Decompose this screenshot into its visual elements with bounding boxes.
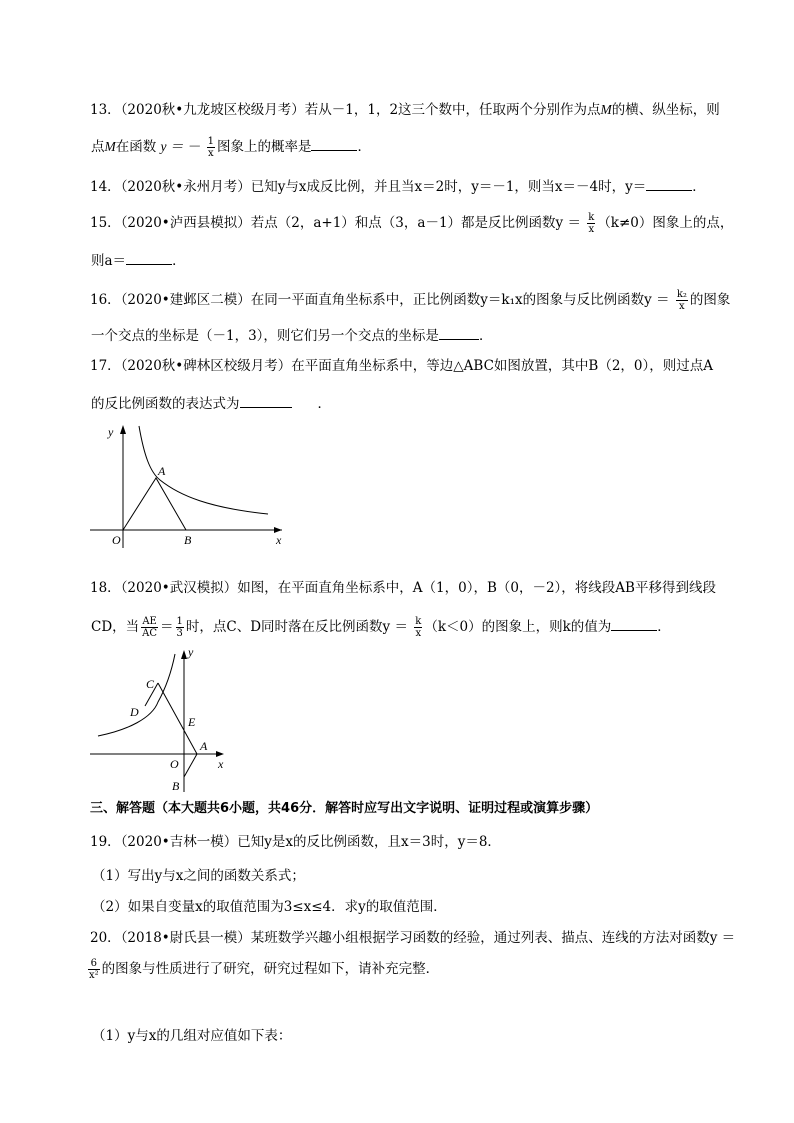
q15-line2: 则a＝ ．	[91, 250, 186, 271]
label-a: A	[158, 464, 166, 478]
q19-line: 19．（2020•吉林一模）已知y是x的反比例函数，且x＝3时，y＝8．	[90, 834, 501, 850]
label-e: E	[188, 715, 196, 729]
q17-line2: 的反比例函数的表达式为 ．	[91, 393, 331, 414]
q18-fraction-ae-ac: $\frac{AE}{AC}$	[142, 616, 158, 639]
q18-line2: CD，当 $\frac{AE}{AC}$ ＝ $\frac{1}{3}$ 时，点C、D同时落在反比例函数y ＝ $\frac{k}{x}$ （k＜0）的图象上，则k的值为 ．	[91, 616, 671, 639]
q20-part1: （1）y与x的几组对应值如下表：	[92, 1028, 292, 1044]
q16-line2: 一个交点的坐标是（－1，3），则它们另一个交点的坐标是 ．	[91, 325, 492, 346]
q13-line1: 13．（2020秋•九龙坡区校级月考）若从－1，1，2这三个数中，任取两个分别作为点M的横、纵坐标，则	[90, 102, 720, 118]
q13-line2: 点M在函数 y ＝ － $\frac{1}{x}$ 图象上的概率是 ．	[91, 136, 371, 159]
q14-answer-blank[interactable]	[646, 176, 692, 191]
label-x: x	[218, 757, 224, 771]
q17-figure	[90, 420, 300, 550]
q15-answer-blank[interactable]	[126, 250, 172, 265]
label-b: B	[184, 533, 192, 547]
q16-fraction: $\frac{\text{k₂}}{x}$	[676, 289, 687, 312]
triangle-oab	[123, 478, 186, 530]
hyperbola-curve	[98, 654, 175, 736]
q18-line1: 18．（2020•武汉模拟）如图，在平面直角坐标系中，A（1，0），B（0，－2），将线段AB平移得到线段	[90, 580, 716, 596]
q16-line1: 16．（2020•建邺区二模）在同一平面直角坐标系中，正比例函数y＝k₁x的图象与反比例函数y ＝ $\frac{\text{k₂}}{x}$ 的图象	[90, 289, 731, 312]
q15-fraction: $\frac{k}{x}$	[588, 212, 595, 235]
q17-line1: 17．（2020秋•碑林区校级月考）在平面直角坐标系中，等边△ABC如图放置，其中B（2，0），则过点A	[90, 358, 713, 374]
label-d: D	[130, 705, 139, 719]
q13-answer-blank[interactable]	[311, 136, 357, 151]
label-c: C	[146, 677, 155, 691]
line-ab	[184, 754, 197, 777]
q20-line2: $\frac{6}{\text{x²}}$ 的图象与性质进行了研究，研究过程如下，请补充完整．	[89, 958, 440, 981]
label-y: y	[108, 425, 114, 439]
q16-answer-blank[interactable]	[439, 325, 479, 340]
q19-part1: （1）写出y与x之间的函数关系式；	[92, 868, 305, 884]
q19-part2: （2）如果自变量x的取值范围为3≤x≤4．求y的取值范围．	[92, 899, 447, 915]
q20-line1: 20．（2018•尉氏县一模）某班数学兴趣小组根据学习函数的经验，通过列表、描点、连线的方法对函数y ＝	[90, 930, 736, 946]
q17-answer-blank[interactable]	[240, 393, 292, 408]
label-o: O	[170, 757, 179, 771]
q18-fraction-one-third: $\frac{1}{3}$	[176, 616, 183, 639]
q18-fraction-k-x: $\frac{k}{x}$	[415, 616, 422, 639]
label-b: B	[172, 779, 180, 793]
q18-figure	[88, 644, 248, 794]
section3-heading: 三、解答题（本大题共6小题，共46分．解答时应写出文字说明、证明过程或演算步骤）	[90, 801, 599, 816]
q15-line1: 15．（2020•泸西县模拟）若点（2，a+1）和点（3，a－1）都是反比例函数y ＝ $\frac{k}{x}$ （k≠0）图象上的点，	[90, 212, 734, 235]
label-y: y	[188, 645, 194, 659]
label-a: A	[200, 739, 208, 753]
label-x: x	[276, 533, 282, 547]
label-o: O	[112, 533, 121, 547]
q13-fraction: $\frac{1}{x}$	[207, 136, 214, 159]
q18-answer-blank[interactable]	[611, 616, 657, 631]
q20-fraction: $\frac{6}{\text{x²}}$	[89, 958, 99, 981]
q14-line: 14．（2020秋•永州月考）已知y与x成反比例，并且当x＝2时，y＝－1，则当x＝－4时，y＝ ．	[90, 176, 706, 197]
